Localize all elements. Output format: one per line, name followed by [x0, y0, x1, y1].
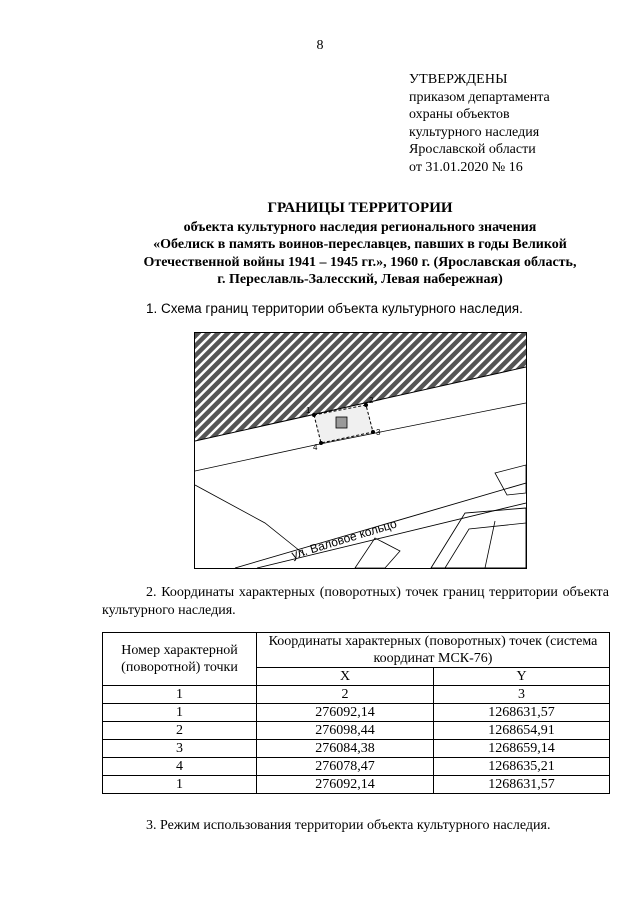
path-line	[195, 485, 305, 555]
table-row	[103, 758, 610, 776]
point-marker	[319, 441, 323, 445]
building-inner	[445, 523, 526, 568]
coordinates-table	[102, 632, 610, 794]
point-number-cell: 1	[103, 704, 257, 722]
title-line: г. Переславль-Залесский, Левая набережная)	[217, 272, 503, 287]
table-header-row	[103, 633, 610, 668]
point-number-cell: 2	[103, 722, 257, 740]
page-number: 8	[316, 38, 324, 53]
y-cell: 1268635,21	[434, 758, 610, 776]
y-cell: 1268631,57	[434, 704, 610, 722]
index-cell: 3	[434, 686, 610, 704]
x-cell: 276078,47	[257, 758, 434, 776]
table-row	[103, 722, 610, 740]
item-2-coordinates-caption: 2. Координаты характерных (поворотных) точек границ территории объекта культурного наследия.	[102, 585, 609, 618]
street-label: ул. Валовое кольцо	[289, 516, 399, 562]
table-row	[103, 740, 610, 758]
x-cell: 276084,38	[257, 740, 434, 758]
point-number-cell: 1	[103, 776, 257, 794]
obelisk-marker	[336, 417, 347, 428]
point-label: 2	[369, 396, 374, 405]
table-row	[103, 776, 610, 794]
header-x: X	[257, 668, 434, 686]
point-marker	[364, 403, 368, 407]
x-cell: 276098,44	[257, 722, 434, 740]
building-wall	[485, 521, 495, 568]
approval-line: Ярославской области	[409, 142, 536, 157]
y-cell: 1268659,14	[434, 740, 610, 758]
approval-block	[409, 71, 550, 176]
document-title	[60, 200, 640, 289]
table-row	[103, 704, 610, 722]
point-number-cell: 4	[103, 758, 257, 776]
y-cell: 1268631,57	[434, 776, 610, 794]
x-cell: 276092,14	[257, 704, 434, 722]
item-3-usage-regime: 3. Режим использования территории объекта культурного наследия.	[146, 818, 551, 833]
header-coordinates: Координаты характерных (поворотных) точек (система координат МСК-76)	[257, 633, 610, 668]
approval-heading: УТВЕРЖДЕНЫ	[409, 72, 508, 87]
territory-scheme-map	[194, 332, 527, 569]
point-label: 4	[313, 443, 318, 452]
approval-line: приказом департамента	[409, 89, 550, 105]
approval-line: охраны объектов	[409, 107, 510, 122]
x-cell: 276092,14	[257, 776, 434, 794]
y-cell: 1268654,91	[434, 722, 610, 740]
header-point-number: Номер характерной (поворотной) точки	[103, 633, 257, 686]
point-marker	[371, 430, 375, 434]
title-line: Отечественной войны 1941 – 1945 гг.», 1960 г. (Ярославская область,	[143, 254, 577, 270]
point-label: 1	[306, 406, 311, 415]
title-line: «Обелиск в память воинов-переславцев, павших в годы Великой	[153, 237, 567, 252]
header-y: Y	[434, 668, 610, 686]
title-main: ГРАНИЦЫ ТЕРРИТОРИИ	[267, 200, 453, 216]
point-label: 3	[376, 428, 381, 437]
title-line: объекта культурного наследия регионального значения	[183, 219, 537, 235]
index-cell: 1	[103, 686, 257, 704]
approval-date-line: от 31.01.2020 № 16	[409, 159, 523, 175]
table-index-row	[103, 686, 610, 704]
item-1-scheme-caption: 1. Схема границ территории объекта культурного наследия.	[146, 301, 523, 316]
index-cell: 2	[257, 686, 434, 704]
building-outline	[431, 508, 526, 568]
point-marker	[312, 413, 316, 417]
approval-line: культурного наследия	[409, 124, 540, 140]
point-number-cell: 3	[103, 740, 257, 758]
